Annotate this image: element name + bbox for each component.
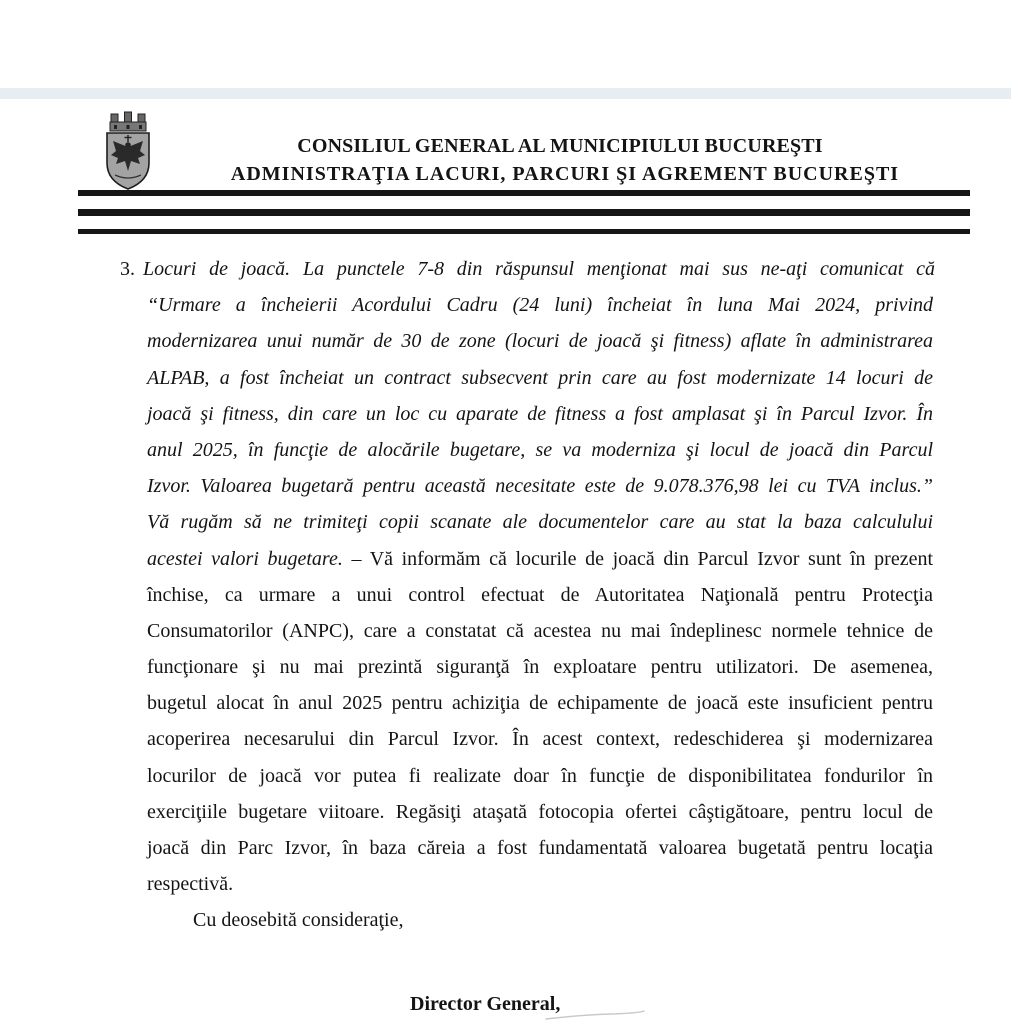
header-council-name: CONSILIUL GENERAL AL MUNICIPIULUI BUCUREŞTI xyxy=(297,135,823,157)
body-line-italic: joacă şi fitness, din care un loc cu aparate de fitness a fost amplasat şi în Parcul Izvor. În xyxy=(147,402,933,425)
body-line-roman: exerciţiile bugetare viitoare. Regăsiţi ataşată fotocopia ofertei câştigătoare, pentru locul de xyxy=(147,800,933,823)
body-line xyxy=(147,758,933,794)
body-line-roman: acoperirea necesarului din Parcul Izvor. În acest context, redeschiderea şi modernizarea xyxy=(147,728,933,751)
body-line xyxy=(147,396,933,432)
header-rule-top xyxy=(78,190,970,196)
body-line xyxy=(147,541,933,577)
body-line xyxy=(147,287,933,323)
body-line-italic: Locuri de joacă. La punctele 7-8 din răspunsul menţionat mai sus ne-aţi comunicat că xyxy=(143,258,935,280)
body-line xyxy=(120,251,935,287)
body-line-italic: ALPAB, a fost încheiat un contract subsecvent prin care au fost modernizate 14 locuri de xyxy=(147,366,933,389)
body-line xyxy=(147,577,933,613)
body-line xyxy=(147,721,933,757)
body-line xyxy=(147,323,933,359)
body-line xyxy=(147,685,933,721)
body-line-italic: modernizarea unui număr de 30 de zone (locuri de joacă şi fitness) aflate în administrarea xyxy=(147,330,933,353)
letter-body xyxy=(120,251,935,902)
body-line-italic: Vă rugăm să ne trimiteţi copii scanate ale documentelor care au stat la baza calculului xyxy=(147,511,933,534)
body-line xyxy=(147,613,933,649)
body-line-roman: respectivă. xyxy=(147,873,234,896)
body-line-italic: Izvor. Valoarea bugetară pentru această necesitate este de 9.078.376,98 lei cu TVA inclus.” xyxy=(147,475,933,498)
body-line-roman: locurilor de joacă vor putea fi realizate doar în funcţie de disponibilitatea fondurilor în xyxy=(147,764,933,787)
body-line xyxy=(147,794,933,830)
body-line xyxy=(147,432,933,468)
body-line-italic: acestei valori bugetare. xyxy=(147,547,343,570)
body-line-roman: Consumatorilor (ANPC), care a constatat că acestea nu mai îndeplinesc normele tehnice de xyxy=(147,619,933,642)
body-line xyxy=(147,866,933,902)
body-line xyxy=(147,830,933,866)
header-administration-name: ADMINISTRAŢIA LACURI, PARCURI ŞI AGREMENT BUCUREŞTI xyxy=(230,163,900,185)
header-rule-middle xyxy=(78,209,970,216)
item-number: 3. xyxy=(120,258,135,280)
body-line-roman: bugetul alocat în anul 2025 pentru achiziţia de echipamente de joacă este insuficient pentru xyxy=(147,692,933,715)
header-rule-bottom xyxy=(78,229,970,234)
body-line xyxy=(147,468,933,504)
body-line-roman: joacă din Parc Izvor, în baza căreia a fost fundamentată valoarea bugetată pentru locaţia xyxy=(147,837,933,859)
signatory-title: Director General, xyxy=(410,993,561,1015)
body-line-roman: – Vă informăm că locurile de joacă din Parcul Izvor sunt în prezent xyxy=(351,547,934,570)
body-line xyxy=(147,649,933,685)
scan-top-band xyxy=(0,88,1011,99)
body-line xyxy=(147,360,933,396)
body-line-italic: “Urmare a încheierii Acordului Cadru (24 luni) încheiat în luna Mai 2024, privind xyxy=(147,294,933,317)
signature-stroke-icon xyxy=(540,1006,650,1022)
body-line-roman: funcţionare şi nu mai prezintă siguranţă în exploatare pentru utilizatori. De asemenea, xyxy=(147,656,933,679)
closing-salutation: Cu deosebită consideraţie, xyxy=(193,909,404,931)
body-line-roman: închise, ca urmare a unui control efectuat de Autoritatea Naţională pentru Protecţia xyxy=(147,583,933,606)
body-line-italic: anul 2025, în funcţie de alocările bugetare, se va moderniza şi locul de joacă din Parcul xyxy=(147,438,933,461)
body-line xyxy=(147,504,933,540)
coat-of-arms-icon xyxy=(103,111,153,191)
